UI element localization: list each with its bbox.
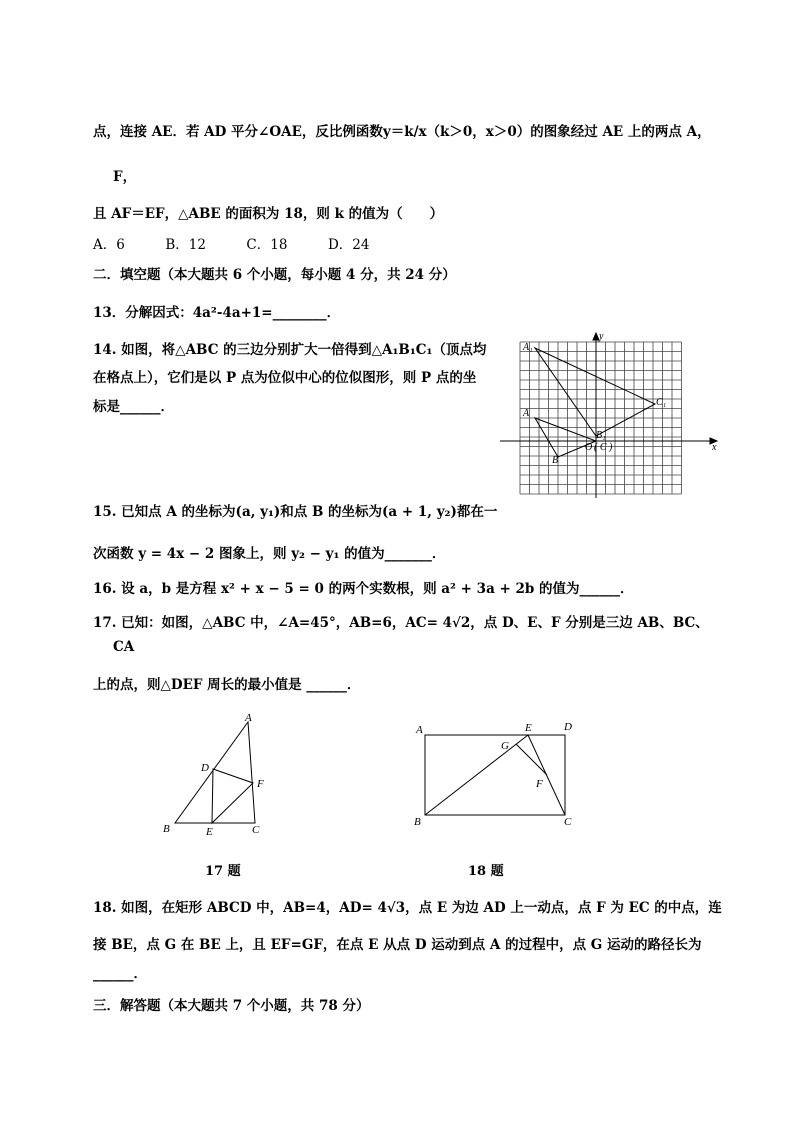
label-e: E <box>206 826 213 838</box>
label-c: C <box>564 816 572 828</box>
section-heading: 二．填空题（本大题共 6 个小题，每小题 4 分，共 24 分） <box>93 267 456 283</box>
text-line: 在格点上），它们是以 P 点为位似中心的位似图形，则 P 点的坐 <box>93 370 477 386</box>
label-b1: B₁ <box>596 430 606 441</box>
label-o: O <box>585 442 593 453</box>
label-a: A <box>523 408 530 419</box>
label-a: A <box>245 712 252 724</box>
text-line: 17. 已知：如图，△ABC 中，∠A=45°，AB=6，AC= 4√2，点 D、E、F 分别是三边 AB、BC、 <box>93 615 709 631</box>
label-b: B <box>163 823 170 835</box>
coordinate-grid-figure <box>495 330 725 498</box>
text-line: 点，连接 AE．若 AD 平分∠OAE，反比例函数y＝k/x（k＞0，x＞0）的图象经过 AE 上的两点 A， <box>93 124 711 140</box>
label-a1: A₁ <box>523 342 533 353</box>
text-line: 15. 已知点 A 的坐标为(a, y₁)和点 B 的坐标为(a + 1, y₂)都在一 <box>93 504 498 520</box>
text-line: 且 AF＝EF，△ABE 的面积为 18，则 k 的值为（ ） <box>93 206 444 222</box>
figure-17-triangle <box>155 705 275 840</box>
text-line: 上的点，则△DEF 周长的最小值是 ______． <box>93 677 361 693</box>
text-line: 接 BE，点 G 在 BE 上，且 EF=GF，在点 E 从点 D 运动到点 A 的过程中，点 G 运动的路径长为 <box>93 937 702 953</box>
label-y-axis: y <box>599 331 604 342</box>
text-line: ______． <box>93 966 147 982</box>
question-13: 13．分解因式：4a²-4a+1=________． <box>93 305 341 321</box>
text-line: 18. 如图，在矩形 ABCD 中，AB=4，AD= 4√3，点 E 为边 AD 上一动点，点 F 为 EC 的中点，连 <box>93 900 722 916</box>
section-heading: 三．解答题（本大题共 7 个小题，共 78 分） <box>93 998 370 1014</box>
label-b: B <box>552 455 559 466</box>
label-f: F <box>536 778 543 790</box>
label-d: D <box>564 721 572 733</box>
label-g: G <box>501 740 509 752</box>
label-x-axis: x <box>712 442 717 453</box>
rectangle-abcd <box>425 735 565 815</box>
label-d: D <box>201 762 209 774</box>
label-a: A <box>416 724 423 736</box>
label-f: F <box>257 778 264 790</box>
text-line: 标是______． <box>93 399 174 415</box>
text-line: CA <box>113 639 135 655</box>
grid-lines <box>520 342 682 494</box>
label-c: C <box>252 824 260 836</box>
label-c1: C₁ <box>656 397 667 408</box>
axes <box>500 333 717 498</box>
triangle-def <box>212 769 253 823</box>
label-e: E <box>525 722 532 734</box>
figure-18-caption: 18 题 <box>468 864 504 879</box>
text-line: 14. 如图，将△ABC 的三边分别扩大一倍得到△A₁B₁C₁（顶点均 <box>93 342 487 358</box>
segment-be <box>425 735 528 815</box>
text-line: 次函数 y = 4x − 2 图象上，则 y₂ − y₁ 的值为_______． <box>93 546 446 562</box>
triangle-abc <box>175 722 255 823</box>
figure-17-caption: 17 题 <box>205 864 241 879</box>
question-16: 16. 设 a，b 是方程 x² + x − 5 = 0 的两个实数根，则 a² + 3a + 2b 的值为______． <box>93 581 634 597</box>
answer-options: A．6 B．12 C．18 D．24 <box>93 237 370 253</box>
text-line: F， <box>113 169 137 185</box>
label-b: B <box>414 816 421 828</box>
figure-18-rectangle <box>405 715 590 830</box>
label-c: ( C ) <box>594 442 613 453</box>
segment-gf <box>516 744 547 775</box>
